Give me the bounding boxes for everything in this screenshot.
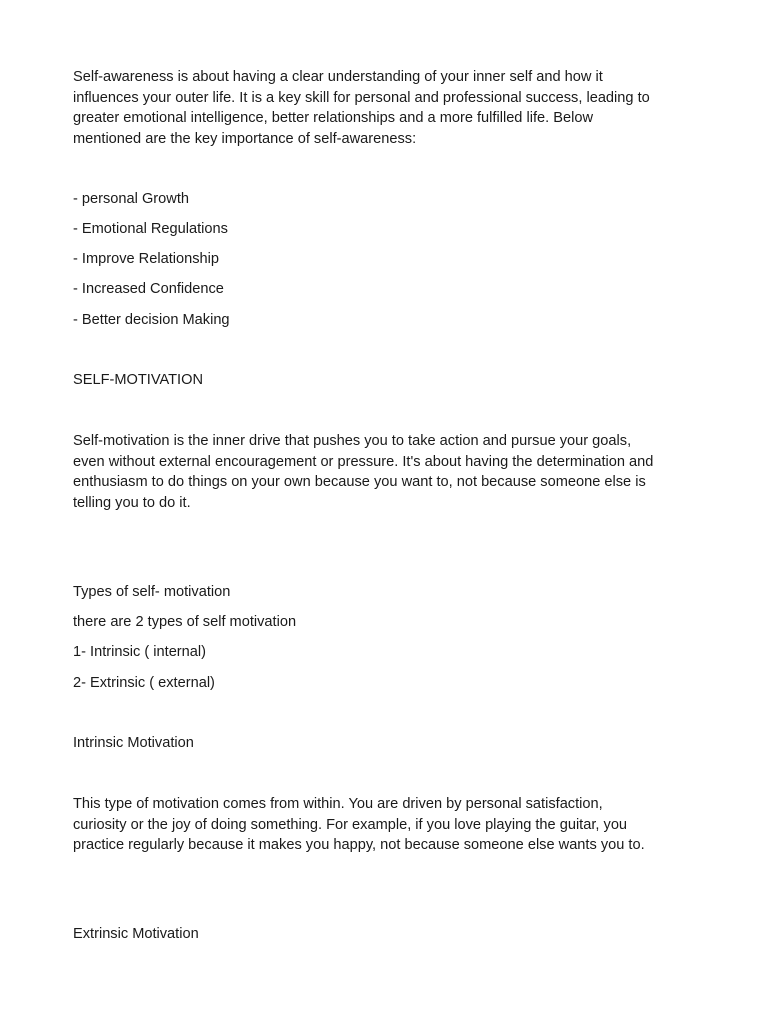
paragraph-line: This type of motivation comes from within. You are driven by personal satisfaction, <box>73 796 603 812</box>
intrinsic-heading: Intrinsic Motivation <box>73 735 194 751</box>
paragraph-line: greater emotional intelligence, better relationships and a more fulfilled life. Below <box>73 110 593 126</box>
self-motivation-paragraph <box>73 431 653 513</box>
paragraph-line: mentioned are the key importance of self-awareness: <box>73 130 417 147</box>
section-heading: SELF-MOTIVATION <box>73 372 203 388</box>
paragraph-line: even without external encouragement or pressure. It's about having the determination and <box>73 453 654 470</box>
list-item: - personal Growth <box>73 191 189 207</box>
types-heading: Types of self- motivation <box>73 584 231 600</box>
list-item: - Emotional Regulations <box>73 221 228 237</box>
paragraph-line: telling you to do it. <box>73 494 191 511</box>
paragraph-line: practice regularly because it makes you happy, not because someone else wants you to. <box>73 837 645 853</box>
extrinsic-heading: Extrinsic Motivation <box>73 926 199 942</box>
list-item: - Better decision Making <box>73 312 230 328</box>
types-item: 2- Extrinsic ( external) <box>73 675 215 691</box>
paragraph-line: Self-awareness is about having a clear understanding of your inner self and how it <box>73 69 603 85</box>
paragraph-line: curiosity or the joy of doing something. For example, if you love playing the guitar, you <box>73 816 628 833</box>
intro-paragraph <box>73 67 650 149</box>
paragraph-line: influences your outer life. It is a key skill for personal and professional success, leading to <box>73 89 650 106</box>
intrinsic-paragraph <box>73 794 645 856</box>
list-item: - Increased Confidence <box>73 281 224 297</box>
paragraph-line: Self-motivation is the inner drive that pushes you to take action and pursue your goals, <box>73 433 632 449</box>
types-intro: there are 2 types of self motivation <box>73 614 297 630</box>
paragraph-line: enthusiasm to do things on your own because you want to, not because someone else is <box>73 474 646 490</box>
list-item: - Improve Relationship <box>73 251 220 267</box>
types-item: 1- Intrinsic ( internal) <box>73 644 207 660</box>
